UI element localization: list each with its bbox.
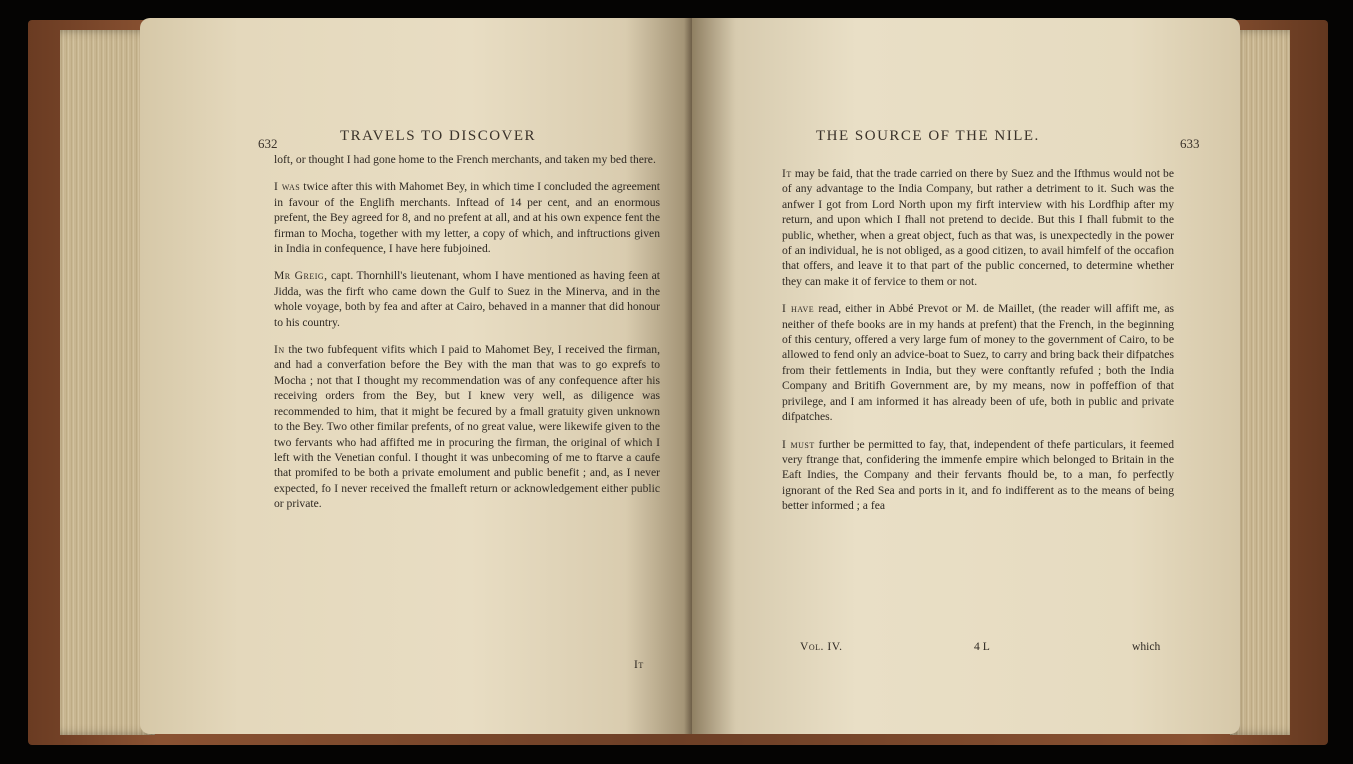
- paragraph-lead: I have: [782, 302, 815, 316]
- paragraph-lead: Mr Greig,: [274, 269, 328, 283]
- paragraph-text: may be faid, that the trade carried on there by Suez and the Ifthmus would not be of any advantage to the India Company, but rather a detriment to it. Such was the anfwer I got from Lord North upon my firft interview with his Lordfhip after my return, and upon which I fhall not pretend to decide. But this I fhall fubmit to the public, whether, when a great object, fuch as that was, is unexpectedly in the power of an individual, he is not obliged, as a good citizen, to avail himfelf of the occafion that offers, and leave it to that part of the public concerned, to determine whether they can make it of fervice to them or not.: [782, 167, 1174, 288]
- signature-volume: Vol. IV.: [800, 640, 843, 653]
- paragraph-text: the two fubfequent vifits which I paid to Mahomet Bey, I received the firman, and had a converfation before the Bey with the man that was to go exprefs to Mocha ; not that I thought my recommendation was of any confequence after his receiving orders from the Bey, but I knew very well, as diligence was recommended to him, that it might be fecured by a fmall gratuity given unknown to the Bey. Two other fimilar prefents, of no great value, were likewife given to the two fervants who had affifted me in procuring the firman, the original of which I left with the Venetian conful. I thought it was unbecoming of me to ftarve a caufe that promifed to be both a private emolument and public benefit ; and, as I never expected, fo I never received the fmalleft return or acknowledgement either public or private.: [274, 343, 660, 511]
- left-page-number: 632: [258, 136, 278, 151]
- paragraph: [782, 301, 1174, 424]
- paragraph: [274, 342, 660, 511]
- paragraph: [782, 437, 1174, 514]
- left-page-text: [274, 152, 660, 524]
- paragraph-lead: I was: [274, 180, 301, 194]
- paragraph: [274, 152, 660, 167]
- paragraph-text: twice after this with Mahomet Bey, in which time I concluded the agreement in favour of the Englifh merchants. Inftead of 14 per cent, and an enormous prefent, the Bey agreed for 8, and no prefent at all, and at his own expence fent the firman to Mocha, together with my letter, a copy of which, and inftructions given in India in confequence, I have here fubjoined.: [274, 180, 660, 256]
- paragraph-lead: I must: [782, 437, 815, 451]
- paragraph: [782, 166, 1174, 289]
- left-catchword: It: [634, 658, 644, 671]
- paragraph-text: loft, or thought I had gone home to the French merchants, and taken my bed there.: [274, 153, 656, 166]
- signature-mark: 4 L: [974, 640, 990, 653]
- paragraph-lead: It: [782, 167, 792, 180]
- paragraph: [274, 179, 660, 256]
- paragraph-text: capt. Thornhill's lieutenant, whom I have mentioned as having feen at Jidda, was the firft who came down the Gulf to Suez in the Minerva, and in the whole voyage, both by fea and after at Cairo, behaved in a manner that did honour to his country.: [274, 269, 660, 329]
- paragraph: [274, 268, 660, 330]
- right-page-text: [782, 166, 1174, 526]
- right-catchword: which: [1132, 640, 1161, 653]
- paragraph-lead: In: [274, 343, 285, 357]
- left-running-head: TRAVELS TO DISCOVER: [340, 128, 537, 144]
- paragraph-text: read, either in Abbé Prevot or M. de Maillet, (the reader will affift me, as neither of thefe books are in my hands at prefent) that the French, in the beginning of this century, offered a very large fum of money to the government of Cairo, to be allowed to fend only an advice-boat to Suez, to carry and bring back their difpatches from their fettlements in India, but they were conftantly refufed ; both the India Company and Britifh Government are, by my means, now in poffeffion of that privilege, and I am informed it has already been of ufe, both in public and private difpatches.: [782, 302, 1174, 424]
- paragraph-text: further be permitted to fay, that, independent of thefe particulars, it feemed very ftrange that, confidering the immenfe empire which belonged to Britain in the Eaft Indies, the Company and their fervants fhould be, to a man, fo perfectly ignorant of the Red Sea and ports in it, and fo indifferent as to the means of being better informed ; a fea: [782, 437, 1174, 513]
- left-page: [140, 18, 692, 734]
- right-running-head: THE SOURCE OF THE NILE.: [816, 128, 1040, 144]
- right-page-number: 633: [1180, 136, 1200, 151]
- right-page: [692, 18, 1240, 734]
